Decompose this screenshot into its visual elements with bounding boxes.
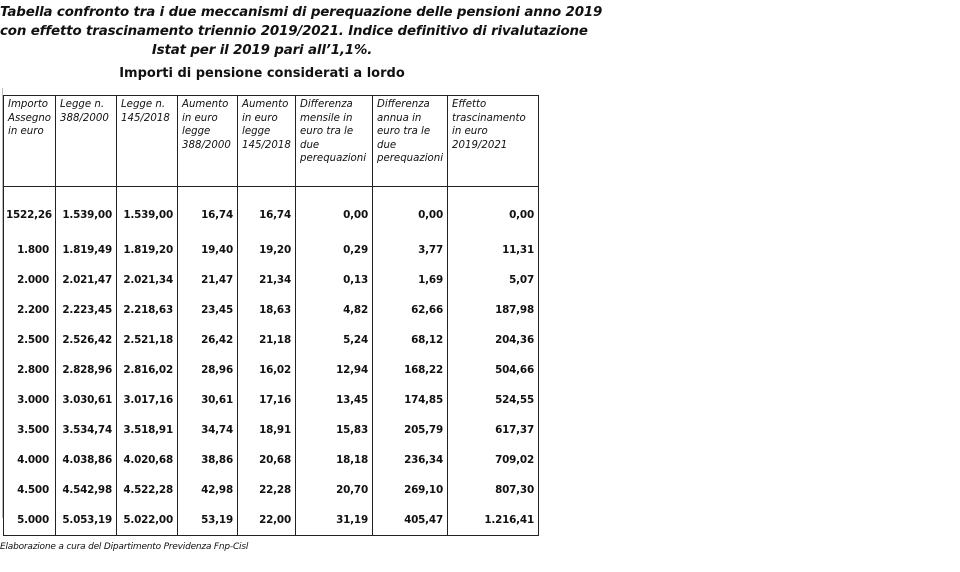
table-cell: 1.819,20 — [117, 235, 178, 265]
table-header-row — [4, 96, 539, 187]
table-cell: 4.522,28 — [117, 475, 178, 505]
table-cell: 3.534,74 — [56, 415, 117, 445]
column-header-line: due — [300, 139, 320, 151]
table-cell: 20,68 — [238, 445, 296, 475]
table-cell: 34,74 — [178, 415, 238, 445]
column-header — [373, 96, 448, 187]
table-cell: 20,70 — [296, 475, 373, 505]
table-row — [4, 475, 539, 505]
column-header-line: 388/2000 — [60, 112, 109, 124]
column-header-line: in euro — [242, 112, 278, 124]
table-row — [4, 355, 539, 385]
table-row — [4, 235, 539, 265]
table-cell: 2.200 — [4, 295, 56, 325]
column-header — [117, 96, 178, 187]
column-header — [4, 96, 56, 187]
column-header-line: Differenza — [300, 99, 353, 110]
table-cell: 504,66 — [448, 355, 539, 385]
table-cell: 2.521,18 — [117, 325, 178, 355]
table-cell: 19,20 — [238, 235, 296, 265]
column-header-line: euro tra le — [377, 126, 431, 137]
table-cell: 1.539,00 — [56, 187, 117, 236]
table-row — [4, 445, 539, 475]
table-cell: 1.800 — [4, 235, 56, 265]
table-cell: 0,13 — [296, 265, 373, 295]
column-header-line: legge — [182, 126, 211, 137]
table-cell: 174,85 — [373, 385, 448, 415]
table-cell: 22,00 — [238, 505, 296, 536]
column-header-line: euro tra le — [300, 126, 354, 137]
column-header — [56, 96, 117, 187]
column-header-line: Differenza — [377, 99, 430, 110]
table-cell: 1.216,41 — [448, 505, 539, 536]
column-header — [238, 96, 296, 187]
column-header-line: in euro — [452, 126, 488, 137]
table-row — [4, 385, 539, 415]
table-cell: 38,86 — [178, 445, 238, 475]
table-cell: 5,07 — [448, 265, 539, 295]
table-cell: 2.021,34 — [117, 265, 178, 295]
table-cell: 18,91 — [238, 415, 296, 445]
table-cell: 26,42 — [178, 325, 238, 355]
table-row — [4, 325, 539, 355]
table-cell: 11,31 — [448, 235, 539, 265]
table-cell: 16,74 — [178, 187, 238, 236]
table-cell: 30,61 — [178, 385, 238, 415]
table-cell: 23,45 — [178, 295, 238, 325]
table-cell: 12,94 — [296, 355, 373, 385]
table-cell: 16,74 — [238, 187, 296, 236]
table-row — [4, 265, 539, 295]
column-header-line: Aumento — [242, 99, 289, 110]
column-header-line: Importo — [8, 99, 49, 110]
table-cell: 0,00 — [296, 187, 373, 236]
table-cell: 5,24 — [296, 325, 373, 355]
table-cell: 28,96 — [178, 355, 238, 385]
table-cell: 2.816,02 — [117, 355, 178, 385]
table-cell: 2.800 — [4, 355, 56, 385]
title-line: Istat per il 2019 pari all’1,1%. — [151, 43, 373, 58]
table-cell: 168,22 — [373, 355, 448, 385]
table-row — [4, 415, 539, 445]
table-cell: 269,10 — [373, 475, 448, 505]
table-row — [4, 295, 539, 325]
table-cell: 18,18 — [296, 445, 373, 475]
table-cell: 4.000 — [4, 445, 56, 475]
column-header-line: perequazioni — [377, 153, 444, 164]
table-cell: 1.819,49 — [56, 235, 117, 265]
column-header-line: in euro — [8, 126, 44, 137]
table-cell: 13,45 — [296, 385, 373, 415]
table-cell: 709,02 — [448, 445, 539, 475]
table-cell: 68,12 — [373, 325, 448, 355]
table-cell: 2.500 — [4, 325, 56, 355]
column-header-line: 145/2018 — [121, 112, 170, 124]
table-cell: 2.000 — [4, 265, 56, 295]
table-cell: 2.021,47 — [56, 265, 117, 295]
table-cell: 2.828,96 — [56, 355, 117, 385]
table-cell: 4.500 — [4, 475, 56, 505]
table-cell: 236,34 — [373, 445, 448, 475]
table-cell: 18,63 — [238, 295, 296, 325]
table-cell: 19,40 — [178, 235, 238, 265]
table-cell: 204,36 — [448, 325, 539, 355]
column-header-line: trascinamento — [452, 112, 526, 124]
table-cell: 205,79 — [373, 415, 448, 445]
table-cell: 5.022,00 — [117, 505, 178, 536]
table-cell: 3.500 — [4, 415, 56, 445]
table-cell: 617,37 — [448, 415, 539, 445]
table-cell: 17,16 — [238, 385, 296, 415]
table-cell: 405,47 — [373, 505, 448, 536]
table-cell: 21,34 — [238, 265, 296, 295]
column-header-line: legge — [242, 126, 271, 137]
table-cell: 53,19 — [178, 505, 238, 536]
column-header-line: 2019/2021 — [452, 139, 508, 151]
column-header — [178, 96, 238, 187]
document-footer: Elaborazione a cura del Dipartimento Previdenza Fnp-Cisl — [0, 542, 249, 552]
column-header-line: due — [377, 139, 397, 151]
column-header-line: Legge n. — [60, 99, 105, 110]
table-cell: 807,30 — [448, 475, 539, 505]
column-header-line: perequazioni — [300, 153, 367, 164]
table-cell: 3.030,61 — [56, 385, 117, 415]
column-header-line: mensile in — [300, 112, 353, 124]
table-cell: 0,29 — [296, 235, 373, 265]
table-cell: 2.526,42 — [56, 325, 117, 355]
table-cell: 62,66 — [373, 295, 448, 325]
column-header-line: 145/2018 — [242, 139, 291, 151]
table-row — [4, 505, 539, 536]
table-cell: 3.000 — [4, 385, 56, 415]
table-cell: 5.000 — [4, 505, 56, 536]
table-body — [4, 187, 539, 536]
title-line: Tabella confronto tra i due meccanismi di perequazione delle pensioni anno 2019 — [0, 5, 603, 20]
table-cell: 524,55 — [448, 385, 539, 415]
column-header — [296, 96, 373, 187]
table-cell: 4,82 — [296, 295, 373, 325]
table-cell: 5.053,19 — [56, 505, 117, 536]
column-header-line: Aumento — [182, 99, 229, 110]
table-cell: 3.017,16 — [117, 385, 178, 415]
column-header-line: in euro — [182, 112, 218, 124]
table-cell: 1,69 — [373, 265, 448, 295]
column-header-line: Assegno — [8, 112, 52, 124]
table-cell: 187,98 — [448, 295, 539, 325]
comparison-table — [3, 95, 539, 536]
column-header-line: Effetto — [452, 99, 487, 110]
table-cell: 0,00 — [373, 187, 448, 236]
table-cell: 3,77 — [373, 235, 448, 265]
column-header-line: annua in — [377, 112, 422, 124]
title-line: con effetto trascinamento triennio 2019/2021. Indice definitivo di rivalutazione — [0, 24, 588, 39]
document-subtitle: Importi di pensione considerati a lordo — [119, 66, 405, 81]
column-header-line: Legge n. — [121, 99, 166, 110]
table-cell: 2.223,45 — [56, 295, 117, 325]
table-cell: 21,47 — [178, 265, 238, 295]
table-cell: 1522,26 — [4, 187, 56, 236]
table-cell: 22,28 — [238, 475, 296, 505]
table-cell: 4.020,68 — [117, 445, 178, 475]
column-header-line: 388/2000 — [182, 139, 231, 151]
table-cell: 16,02 — [238, 355, 296, 385]
table-cell: 4.038,86 — [56, 445, 117, 475]
table-row — [4, 187, 539, 236]
table-cell: 31,19 — [296, 505, 373, 536]
document-title — [0, 3, 603, 60]
table-cell: 3.518,91 — [117, 415, 178, 445]
table-cell: 2.218,63 — [117, 295, 178, 325]
table-cell: 42,98 — [178, 475, 238, 505]
table-cell: 0,00 — [448, 187, 539, 236]
table-cell: 1.539,00 — [117, 187, 178, 236]
column-header — [448, 96, 539, 187]
table-cell: 15,83 — [296, 415, 373, 445]
table-cell: 21,18 — [238, 325, 296, 355]
table-cell: 4.542,98 — [56, 475, 117, 505]
